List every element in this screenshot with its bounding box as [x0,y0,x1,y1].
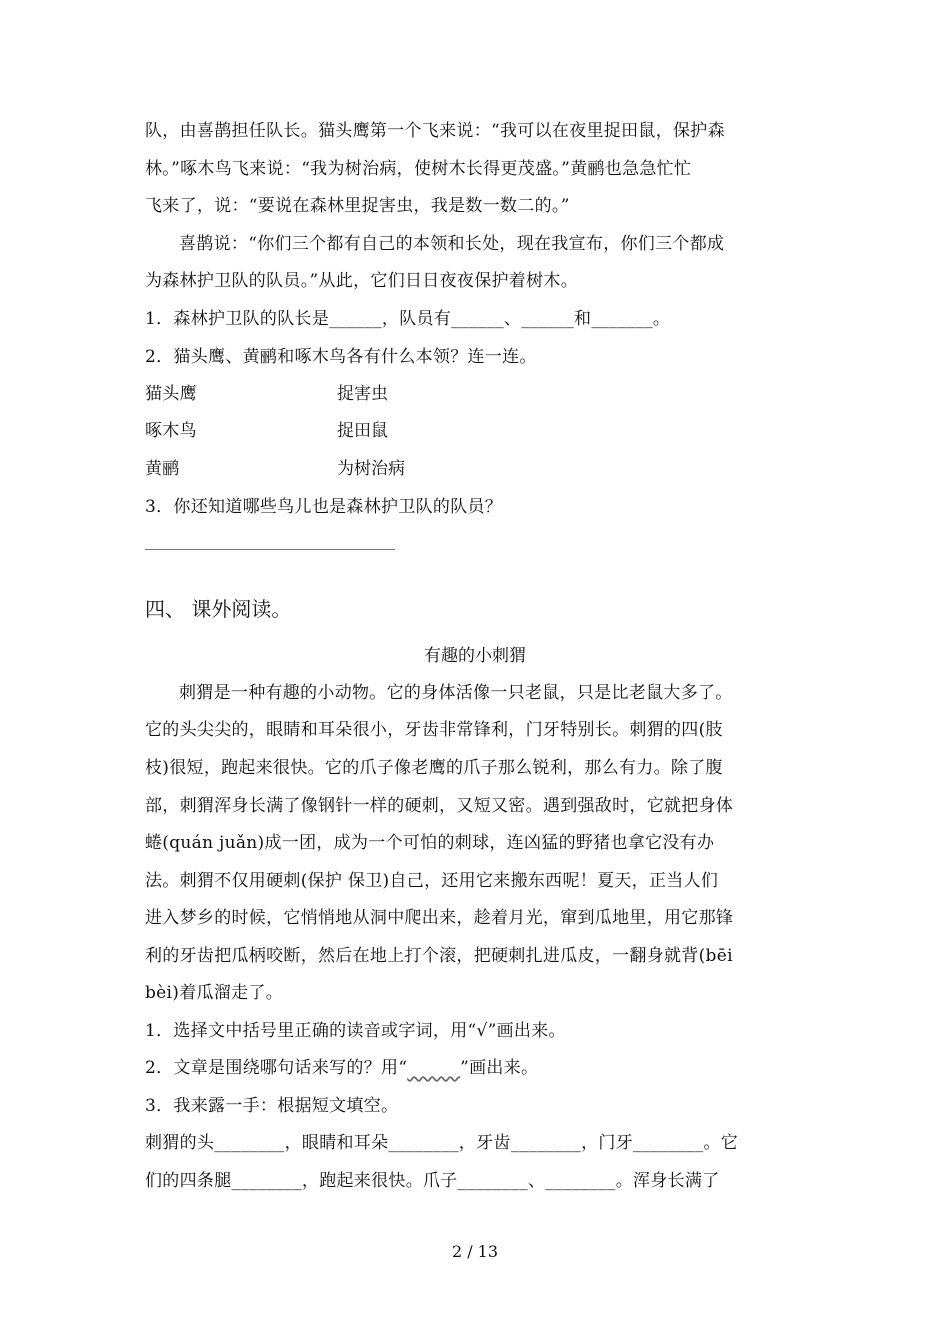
question-b3: 3．我来露一手：根据短文填空。 [145,1096,399,1116]
passage-line: 利的牙齿把瓜柄咬断，然后在地上打个滚，把硬刺扎进瓜皮，一翻身就背(bēi [145,946,733,966]
match-left-item: 黄鹂 [145,459,180,479]
passage-line: 蜷(quán juǎn)成一团，成为一个可怕的刺球，连凶猛的野猪也拿它没有办 [145,833,715,853]
match-right-item: 捉害虫 [337,384,388,404]
question-b2-text: 2．文章是围绕哪句话来写的？用“ [145,1058,408,1078]
question-b2-text-end: ”画出来。 [460,1058,539,1078]
passage-line: bèi)着瓜溜走了。 [145,983,284,1003]
wavy-underline-mark [407,1058,460,1078]
question-1: 1．森林护卫队的队长是______，队员有______、______和_______。 [145,309,671,329]
question-b1: 1．选择文中括号里正确的读音或字词，用“√”画出来。 [145,1021,566,1041]
story-line: 飞来了，说：“要说在森林里捉害虫，我是数一数二的。” [145,196,570,216]
story-line: 为森林护卫队的队员。”从此，它们日日夜夜保护着树木。 [145,271,578,291]
passage-line: 进入梦乡的时候，它悄悄地从洞中爬出来，趁着月光，窜到瓜地里，用它那锋 [145,908,734,928]
match-left-item: 啄木鸟 [145,421,197,441]
story-line: 喜鹊说：“你们三个都有自己的本领和长处，现在我宣布，你们三个都成 [179,234,725,254]
match-right-item: 为树治病 [337,459,405,479]
passage-line: 法。刺猬不仅用硬刺(保护 保卫)自己，还用它来搬东西呢！夏天，正当人们 [145,871,719,891]
page-number: 2 / 13 [451,1242,499,1261]
answer-blank-line [145,549,395,550]
passage-line: 枝)很短，跑起来很快。它的爪子像老鹰的爪子那么锐利，那么有力。除了腹 [145,758,723,778]
fill-line: 刺猬的头________，眼睛和耳朵________，牙齿________，门牙________。它 [145,1133,738,1153]
match-right-item: 捉田鼠 [337,421,388,441]
match-left-item: 猫头鹰 [145,384,197,404]
story-line: 林。”啄木鸟飞来说：“我为树治病，使树木长得更茂盛。”黄鹂也急急忙忙 [145,159,692,179]
question-3: 3．你还知道哪些鸟儿也是森林护卫队的队员？ [145,497,503,517]
question-2: 2．猫头鹰、黄鹂和啄木鸟各有什么本领？连一连。 [145,347,537,367]
passage-line: 它的头尖尖的，眼睛和耳朵很小，牙齿非常锋利，门牙特别长。刺猬的四(肢 [145,720,723,740]
story-line: 队，由喜鹊担任队长。猫头鹰第一个飞来说：“我可以在夜里捉田鼠，保护森 [145,121,725,141]
passage-line: 刺猬是一种有趣的小动物。它的身体活像一只老鼠，只是比老鼠大多了。 [179,683,733,703]
fill-line: 们的四条腿________，跑起来很快。爪子________、________。浑身长满了 [145,1171,720,1191]
section-heading: 四、 课外阅读。 [145,597,292,621]
passage-line: 部，刺猬浑身长满了像钢针一样的硬刺，又短又密。遇到强敌时，它就把身体 [145,796,734,816]
question-b2 [145,1057,805,1079]
passage-title: 有趣的小刺猬 [424,646,526,666]
